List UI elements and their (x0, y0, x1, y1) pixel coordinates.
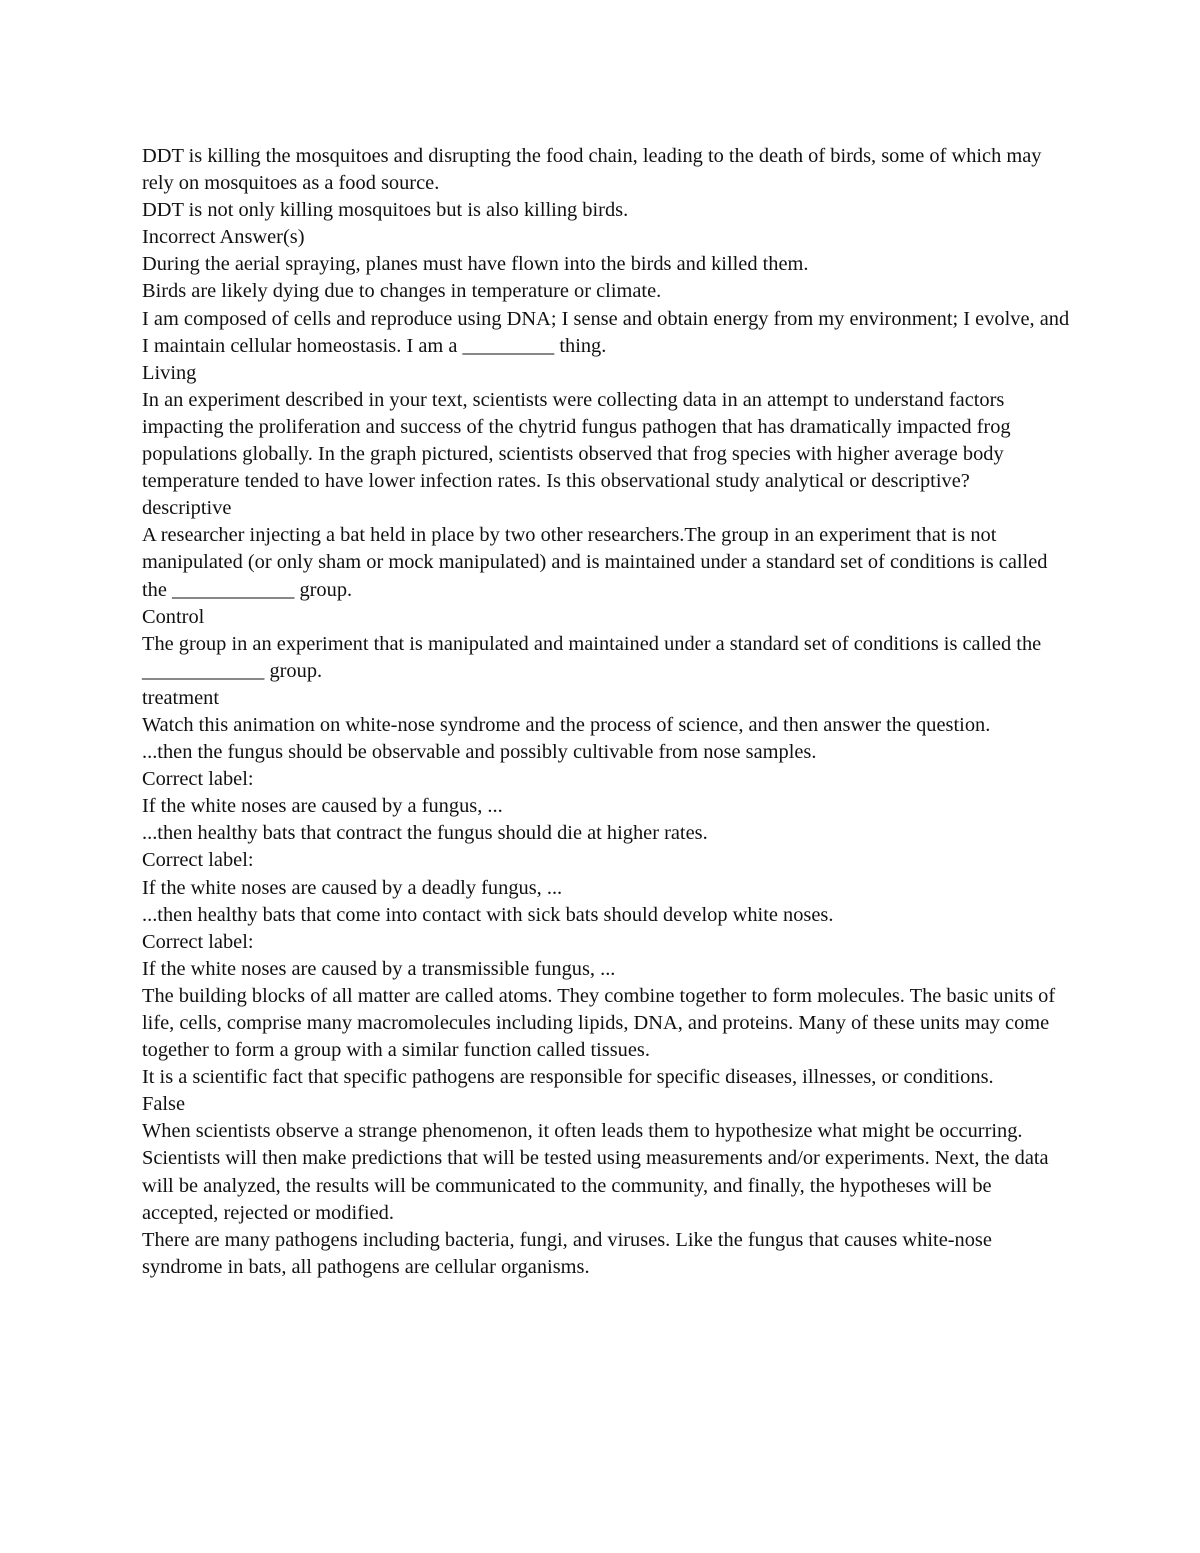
paragraph-chytrid-question: In an experiment described in your text, scientists were collecting data in an attempt to understand factors impacting the proliferation and success of the chytrid fungus pathogen that has dramatically impacted frog populations globally. In the graph pictured, scientists observed that frog species with higher average body temperature tended to have lower infection rates. Is this observational study analytical or descriptive? (142, 388, 1011, 493)
paragraph-correct-label-1: Correct label: (142, 768, 254, 791)
paragraph-answer-descriptive: descriptive (142, 497, 232, 520)
paragraph-caused-by-fungus: If the white noses are caused by a fungus, ... (142, 795, 503, 818)
paragraph-correct-label-2: Correct label: (142, 849, 254, 872)
paragraph-control-group-question: A researcher injecting a bat held in place by two other researchers.The group in an experiment that is not manipulated (or only sham or mock manipulated) and is maintained under a standard set of conditions is called the ____________ group. (142, 524, 1048, 601)
paragraph-deadly-fungus: If the white noses are caused by a deadly fungus, ... (142, 876, 563, 899)
paragraph-answer-control: Control (142, 605, 205, 628)
document-body (142, 143, 1072, 1281)
paragraph-aerial-spraying: During the aerial spraying, planes must have flown into the birds and killed them. (142, 253, 809, 276)
paragraph-correct-label-3: Correct label: (142, 930, 254, 953)
paragraph-contact-sick-bats: ...then healthy bats that come into contact with sick bats should develop white noses. (142, 903, 834, 926)
paragraph-temperature-climate: Birds are likely dying due to changes in temperature or climate. (142, 280, 662, 303)
paragraph-answer-false: False (142, 1093, 186, 1116)
paragraph-answer-living: Living (142, 361, 197, 384)
paragraph-living-thing-question: I am composed of cells and reproduce using DNA; I sense and obtain energy from my environment; I evolve, and I maintain cellular homeostasis. I am a _________ thing. (142, 307, 1070, 357)
paragraph-answer-treatment: treatment (142, 686, 219, 709)
paragraph-ddt-food-chain: DDT is killing the mosquitoes and disrupting the food chain, leading to the death of birds, some of which may rely on mosquitoes as a food source. (142, 145, 1042, 195)
paragraph-die-higher-rates: ...then healthy bats that contract the fungus should die at higher rates. (142, 822, 708, 845)
paragraph-building-blocks: The building blocks of all matter are called atoms. They combine together to form molecules. The basic units of life, cells, comprise many macromolecules including lipids, DNA, and proteins. Many of these units may come together to form a group with a similar function called tissues. (142, 984, 1056, 1062)
paragraph-treatment-group-question: The group in an experiment that is manipulated and maintained under a standard set of conditions is called the ____________ group. (142, 632, 1042, 682)
paragraph-incorrect-answers-label: Incorrect Answer(s) (142, 226, 305, 249)
paragraph-ddt-killing-birds: DDT is not only killing mosquitoes but is also killing birds. (142, 199, 629, 222)
paragraph-animation-instruction: Watch this animation on white-nose syndrome and the process of science, and then answer the question. (142, 713, 991, 736)
paragraph-scientific-process: When scientists observe a strange phenomenon, it often leads them to hypothesize what might be occurring. Scientists will then make predictions that will be tested using measurements and/or experiments. Next, the data will be analyzed, the results will be communicated to the community, and finally, the hypotheses will be accepted, rejected or modified. (142, 1120, 1049, 1224)
paragraph-scientific-fact-statement: It is a scientific fact that specific pathogens are responsible for specific diseases, illnesses, or conditions. (142, 1066, 994, 1089)
paragraph-fungus-observable: ...then the fungus should be observable and possibly cultivable from nose samples. (142, 741, 817, 764)
paragraph-transmissible-fungus: If the white noses are caused by a transmissible fungus, ... (142, 957, 616, 980)
paragraph-pathogens-cellular: There are many pathogens including bacteria, fungi, and viruses. Like the fungus that causes white-nose syndrome in bats, all pathogens are cellular organisms. (142, 1228, 992, 1278)
